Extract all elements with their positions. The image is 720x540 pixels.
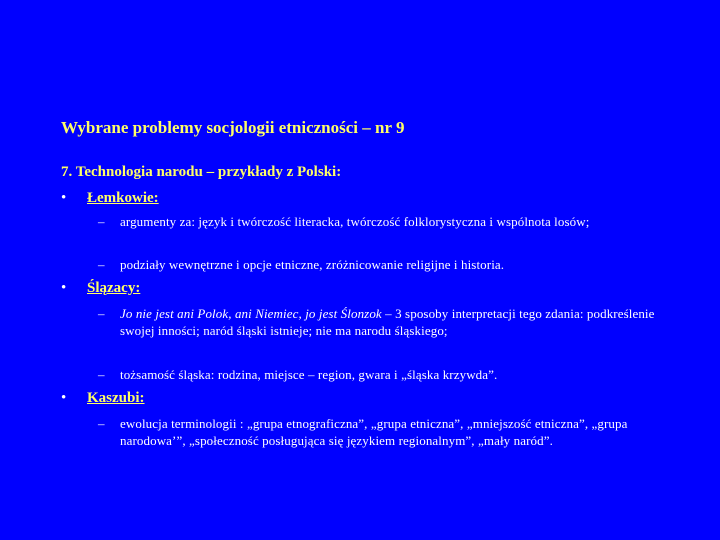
slide-title: Wybrane problemy socjologii etniczności – nr 9 [61,118,405,137]
section-heading: 7. Technologia narodu – przykłady z Polski: [61,164,342,180]
quote-interpretation: – 3 sposoby interpretacji tego zdania: podkreślenie swojej inności; naród śląski istnieje; nie ma narodu śląskiego; [120,306,655,338]
sub-bullet [98,366,658,383]
bullet-group-slazacy [61,280,140,297]
sub-bullet [98,213,658,230]
dialect-quote: Jo nie jest ani Polok, ani Niemiec, jo jest Ślonzok [120,306,382,321]
dash-icon: – [98,367,105,382]
dash-icon: – [98,214,105,229]
sub-bullet-text: argumenty za: język i twórczość literacka, twórczość folklorystyczna i wspólnota losów; [120,214,590,229]
bullet-icon: • [61,280,67,296]
sub-bullet-text: podziały wewnętrzne i opcje etniczne, zróżnicowanie religijne i historia. [120,257,505,272]
sub-bullet [98,256,658,273]
bullet-group-kaszubi [61,390,145,407]
group-label: Ślązacy: [87,280,141,296]
dash-icon: – [98,306,105,321]
dash-icon: – [98,257,105,272]
sub-bullet [98,305,658,339]
bullet-icon: • [61,190,67,206]
sub-bullet-text: tożsamość śląska: rodzina, miejsce – region, gwara i „śląska krzywda”. [120,367,498,382]
bullet-icon: • [61,390,67,406]
group-label: Łemkowie: [87,190,159,206]
bullet-group-lemkowie [61,190,159,207]
sub-bullet-text [120,305,658,339]
dash-icon: – [98,416,105,431]
sub-bullet [98,415,658,449]
sub-bullet-text: ewolucja terminologii : „grupa etnograficzna”, „grupa etniczna”, „mniejszość etniczna”, „grupa narodowa’”, „społeczność posługująca się językiem regionalnym”, „mały naród”. [120,416,628,448]
group-label: Kaszubi: [87,390,145,406]
